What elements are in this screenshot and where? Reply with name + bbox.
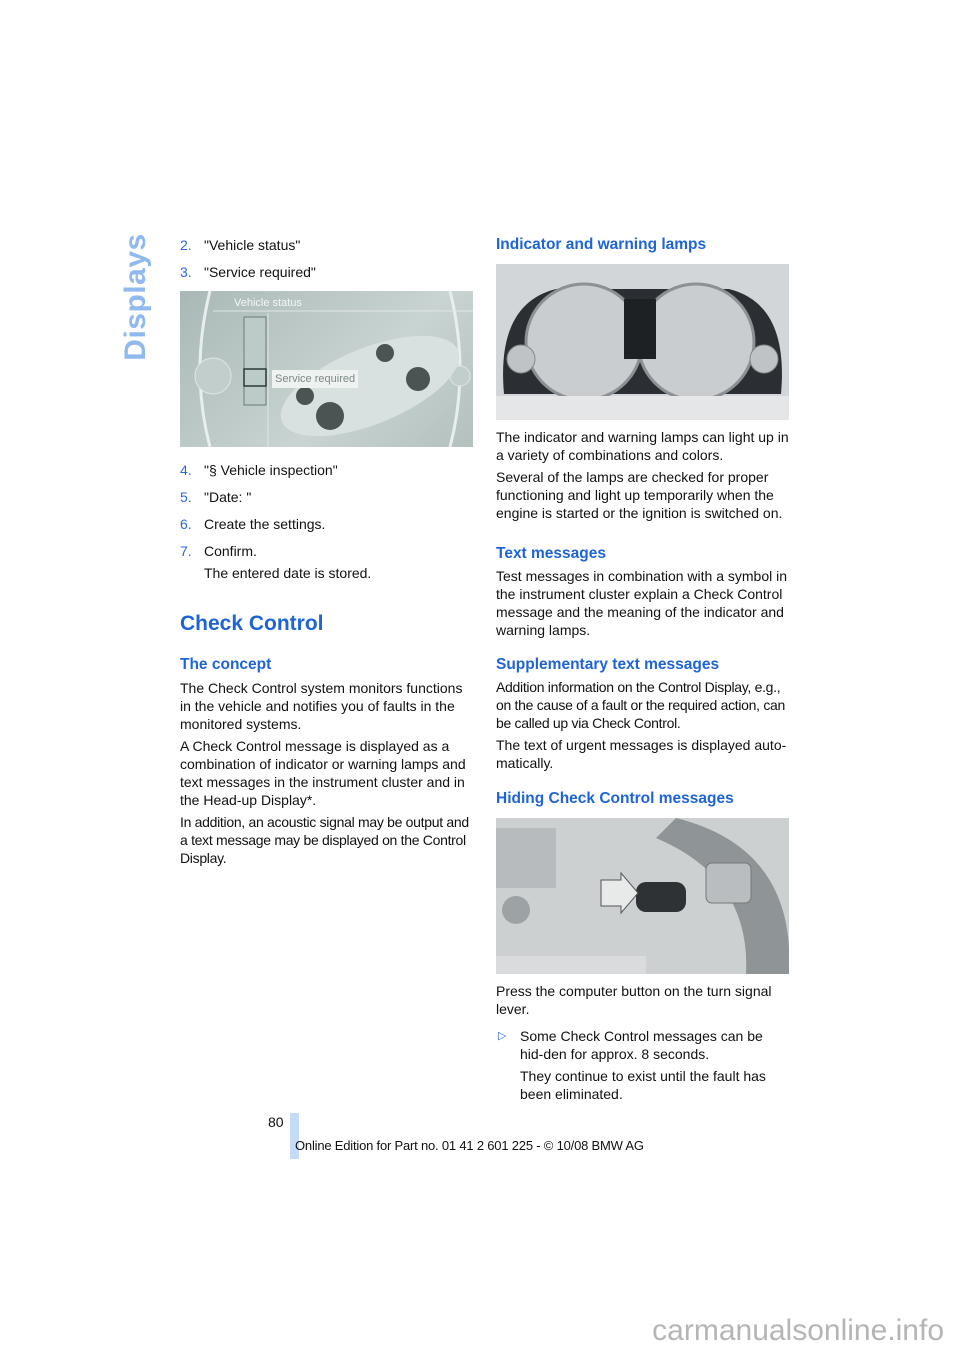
footer-edition: Online Edition for Part no. 01 41 2 601 225 - © 10/08 BMW AG [295,1138,644,1153]
screen-title: Vehicle status [234,297,302,309]
step-item: 5. "Date: " [180,489,252,505]
steps-list-a [180,236,474,281]
subsection-heading: Supplementary text messages [496,656,720,673]
paragraph: In addition, an acoustic signal may be output and a text message may be displayed on the Control Display. [180,814,469,866]
turn-signal-lever-illustration [496,818,789,974]
paragraph: Addition information on the Control Display, e.g., on the cause of a fault or the required action, can be called up via Check Control. [496,679,786,731]
watermark: carmanualsonline.info [652,1314,944,1347]
vehicle-status-illustration [180,291,473,447]
instrument-cluster-image [496,264,789,420]
paragraph: Test messages in combination with a symbol in the instrument cluster explain a Check Control message and the meaning of the indicator and warning lamps. [496,568,788,638]
step-item: 7. Confirm. [180,543,257,559]
paragraph: The indicator and warning lamps can light up in a variety of combinations and colors. [496,429,789,463]
section-heading: Check Control [180,612,324,635]
paragraph: The text of urgent messages is displayed auto-matically. [496,737,787,771]
subsection-heading: The concept [180,656,272,673]
step-item: 4. "§ Vehicle inspection" [180,462,338,478]
triangle-bullet-icon: ▷ [498,1030,507,1042]
subsection-heading: Text messages [496,545,606,562]
text-messages-text [496,567,790,639]
turn-signal-lever-image [496,818,789,974]
subsection-heading: Hiding Check Control messages [496,790,734,807]
paragraph: A Check Control message is displayed as a combination of indicator or warning lamps and text messages in the instrument cluster and in the Head-up Display*. [180,738,466,808]
indicator-text [496,428,790,522]
step-item: 3. "Service required" [180,264,316,280]
steps-list-b [180,461,474,582]
paragraph: The Check Control system monitors functions in the vehicle and notifies you of faults in the monitored systems. [180,680,463,732]
hiding-text [496,982,790,1103]
section-tab: Displays [119,233,152,361]
paragraph: Several of the lamps are checked for proper functioning and light up temporarily when the engine is started or the ignition is switched on. [496,469,783,521]
screen-highlight-label: Service required [272,370,358,388]
supplementary-text [496,678,790,772]
subsection-heading: Indicator and warning lamps [496,236,707,253]
paragraph: Press the computer button on the turn signal lever. [496,983,772,1017]
page-number: 80 [268,1114,284,1130]
step-item: 6. Create the settings. [180,516,326,532]
bullet-text: Some Check Control messages can be hid-den for approx. 8 seconds. [520,1028,763,1062]
step-item: 2. "Vehicle status" [180,237,301,253]
instrument-cluster-illustration [496,264,789,420]
vehicle-status-screen-image [180,291,473,447]
bullet-note: They continue to exist until the fault has been eliminated. [520,1068,766,1102]
step-note: The entered date is stored. [204,565,372,581]
bullet-item [496,1027,790,1103]
concept-text [180,679,474,867]
